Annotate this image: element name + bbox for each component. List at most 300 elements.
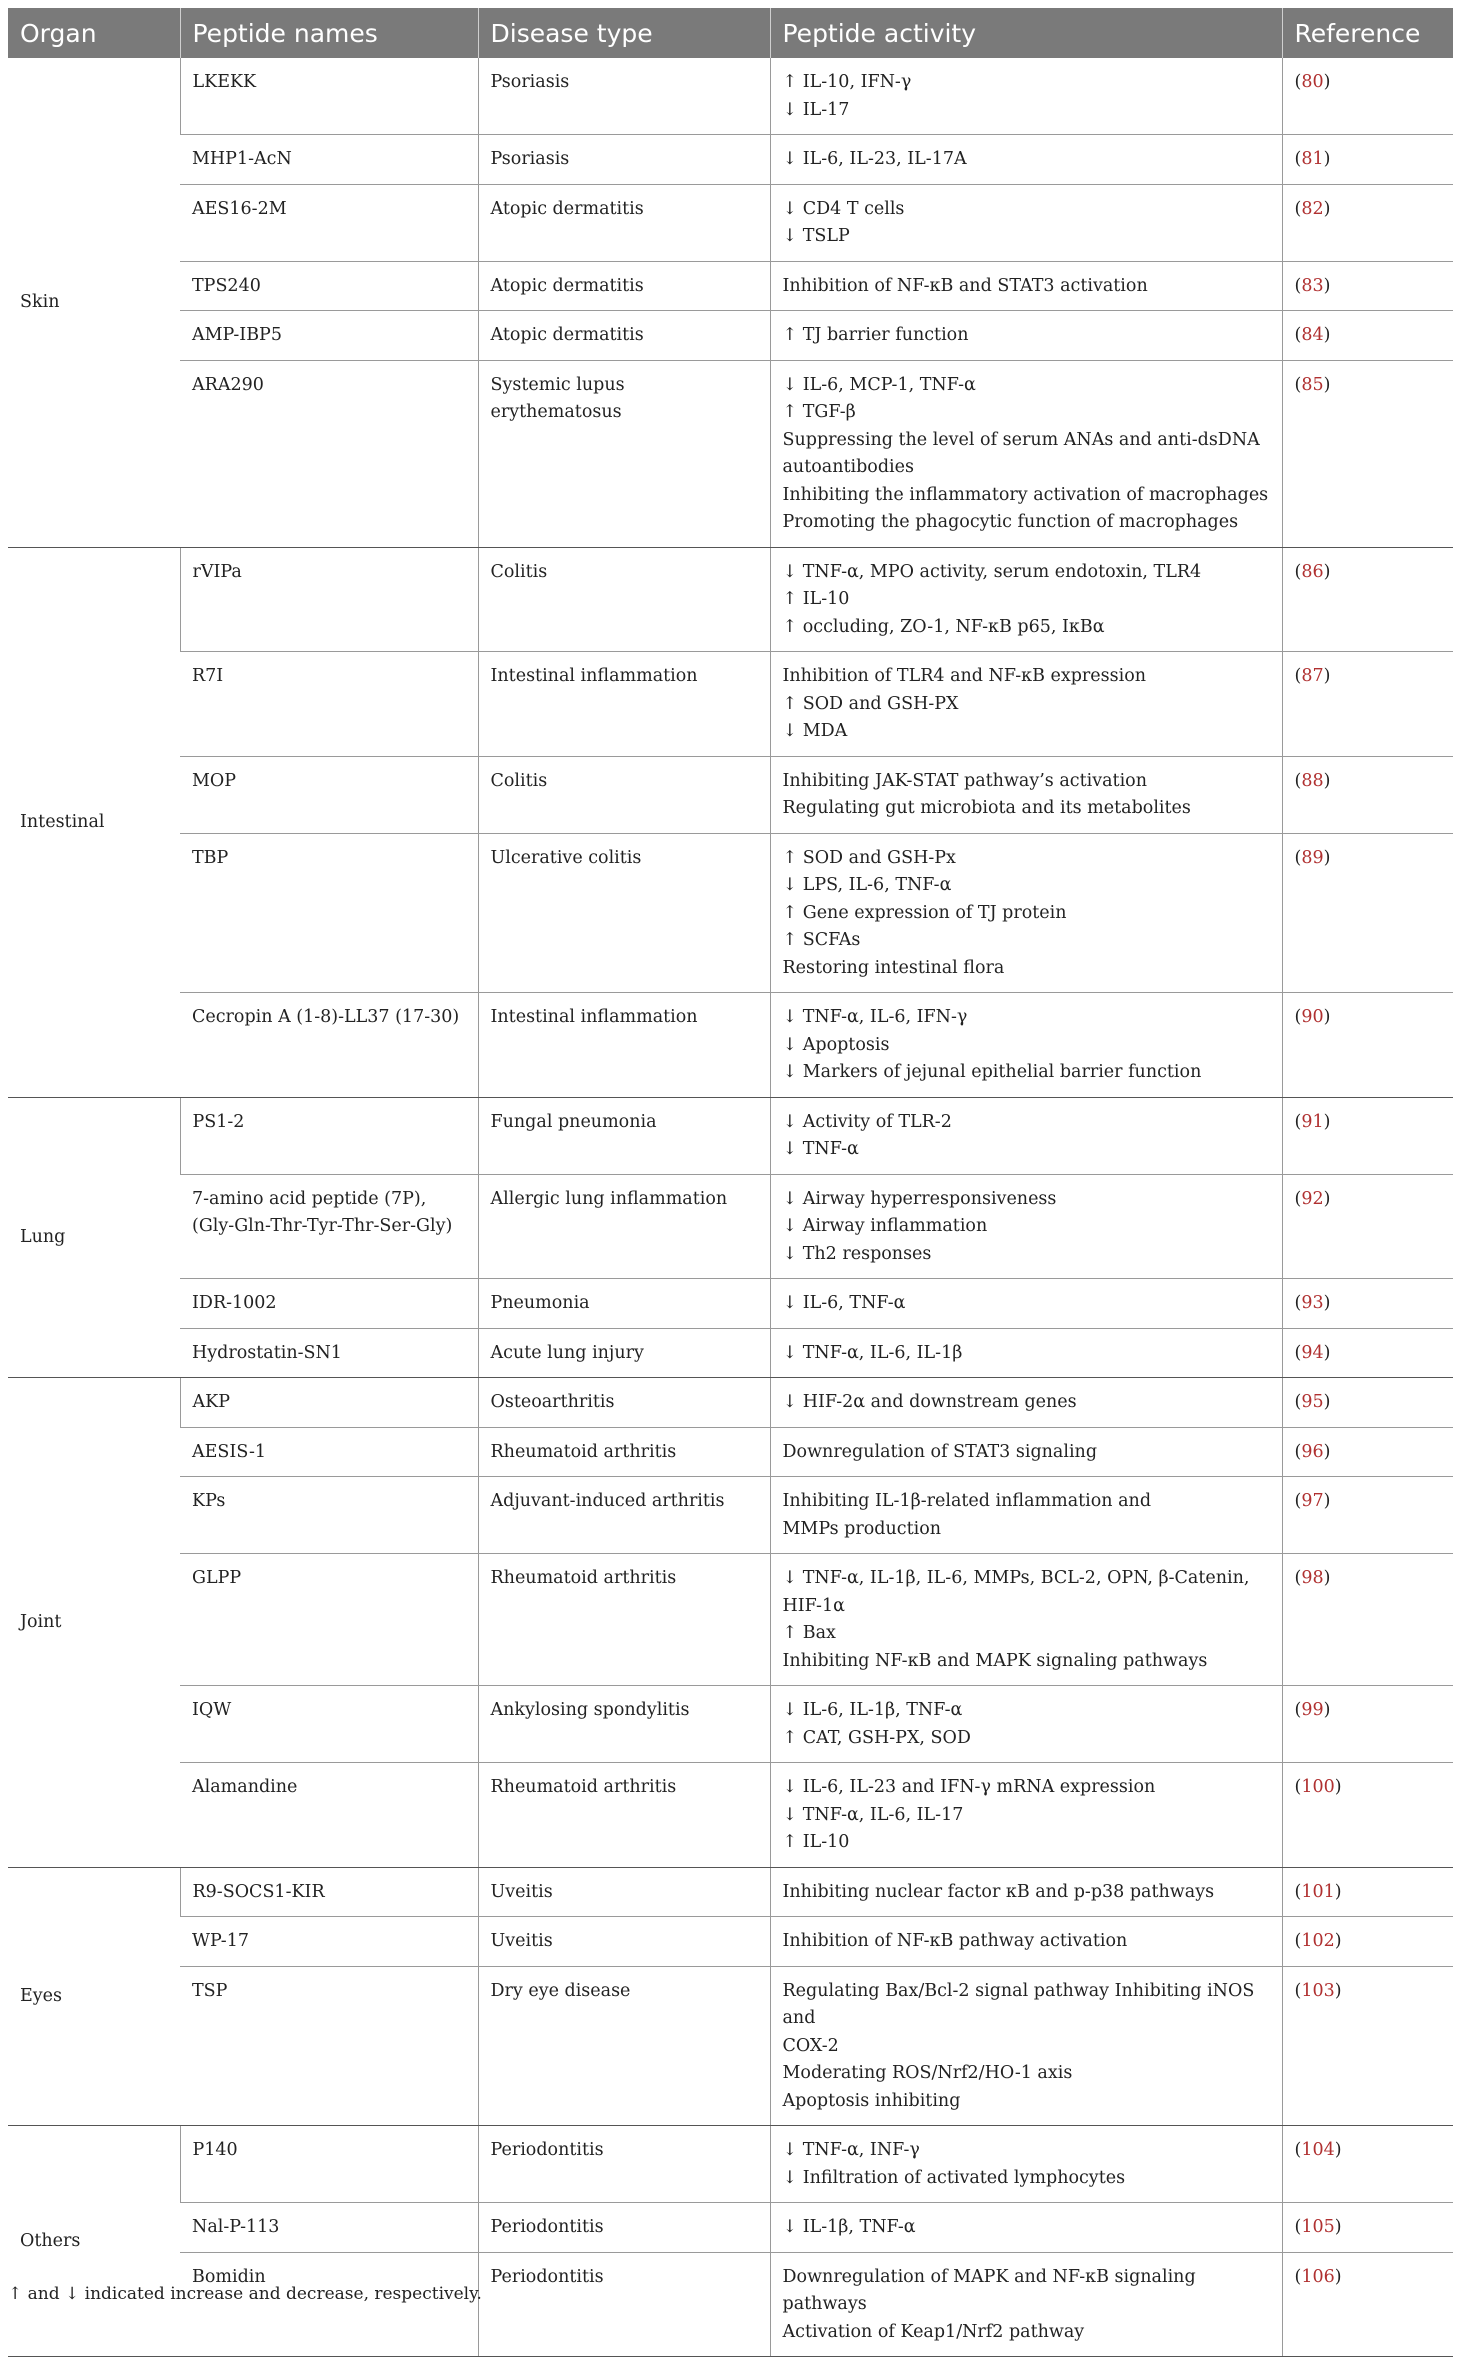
disease-type-cell: Allergic lung inflammation xyxy=(478,1174,770,1279)
peptide-name-cell xyxy=(180,993,478,1098)
peptide-name-cell xyxy=(180,135,478,185)
activity-line: ↓ IL-6, TNF-α xyxy=(782,1293,906,1313)
activity-line: ↑ IL-10 xyxy=(782,1832,850,1852)
peptide-name-line: TBP xyxy=(192,847,229,868)
peptide-activity-cell xyxy=(770,261,1282,311)
activity-line: Inhibiting NF-κB and MAPK signaling pathways xyxy=(782,1650,1208,1671)
reference-link[interactable]: 86 xyxy=(1301,561,1324,582)
activity-line: ↓ MDA xyxy=(782,721,848,741)
activity-line: ↓ CD4 T cells xyxy=(782,198,905,219)
peptide-name-line: MHP1-AcN xyxy=(192,149,292,169)
table-row xyxy=(8,1328,1453,1378)
disease-type-cell: Rheumatoid arthritis xyxy=(478,1427,770,1477)
peptide-name-line: R7I xyxy=(192,666,224,686)
paren-close: ) xyxy=(1334,1931,1342,1951)
paren-close: ) xyxy=(1334,1980,1342,2001)
activity-line: ↑ IL-10 xyxy=(782,589,850,609)
peptide-name-cell xyxy=(180,1427,478,1477)
peptide-name-line: GLPP xyxy=(192,1568,242,1588)
reference-link[interactable]: 105 xyxy=(1301,2217,1335,2237)
peptide-activity-cell xyxy=(770,547,1282,652)
peptide-name-cell xyxy=(180,184,478,261)
reference-link[interactable]: 104 xyxy=(1301,2140,1335,2160)
paren-close: ) xyxy=(1323,1441,1331,1462)
activity-line: ↓ IL-6, MCP-1, TNF-α xyxy=(782,374,976,395)
disease-type-cell: Ankylosing spondylitis xyxy=(478,1686,770,1763)
reference-cell xyxy=(1282,1917,1453,1967)
peptide-name-cell xyxy=(180,547,478,652)
reference-cell xyxy=(1282,184,1453,261)
paren-close: ) xyxy=(1323,847,1331,868)
peptide-activity-cell xyxy=(770,184,1282,261)
peptide-name-cell xyxy=(180,1279,478,1329)
disease-type-cell: Periodontitis xyxy=(478,2203,770,2253)
table-row xyxy=(8,261,1453,311)
peptide-activity-cell xyxy=(770,1686,1282,1763)
peptide-activity-cell xyxy=(770,756,1282,833)
paren-open: ( xyxy=(1294,1931,1302,1951)
disease-type-cell: Adjuvant-induced arthritis xyxy=(478,1477,770,1554)
reference-link[interactable]: 101 xyxy=(1301,1881,1335,1902)
activity-line: ↓ TNF-α, IL-6, IFN-γ xyxy=(782,1007,968,1027)
activity-line: Suppressing the level of serum ANAs and anti-dsDNA xyxy=(782,429,1260,450)
peptide-activity-cell xyxy=(770,1097,1282,1174)
paren-close: ) xyxy=(1334,2266,1342,2287)
table-row xyxy=(8,1763,1453,1868)
peptide-name-line: P140 xyxy=(192,2140,238,2160)
peptide-name-cell xyxy=(180,756,478,833)
reference-cell xyxy=(1282,547,1453,652)
peptide-name-line: KPs xyxy=(192,1491,226,1511)
table-row xyxy=(8,1097,1453,1174)
paren-open: ( xyxy=(1294,325,1302,345)
reference-cell xyxy=(1282,652,1453,757)
reference-cell xyxy=(1282,1554,1453,1686)
organ-cell: Joint xyxy=(8,1378,180,1868)
peptide-name-cell xyxy=(180,2203,478,2253)
peptide-name-cell xyxy=(180,1174,478,1279)
activity-line: ↑ SOD and GSH-Px xyxy=(782,847,956,868)
paren-open: ( xyxy=(1294,1441,1302,1462)
reference-link[interactable]: 97 xyxy=(1301,1491,1324,1511)
peptide-activity-cell xyxy=(770,1966,1282,2126)
table-row xyxy=(8,1966,1453,2126)
activity-line: Inhibiting nuclear factor κB and p-p38 pathways xyxy=(782,1881,1215,1902)
reference-cell xyxy=(1282,58,1453,135)
paren-close: ) xyxy=(1323,1007,1331,1027)
table-container xyxy=(8,8,1453,2357)
peptide-activity-cell xyxy=(770,2252,1282,2357)
paren-close: ) xyxy=(1323,1293,1331,1313)
reference-cell xyxy=(1282,1328,1453,1378)
reference-cell xyxy=(1282,1174,1453,1279)
activity-line: Apoptosis inhibiting xyxy=(782,2090,961,2111)
paren-close: ) xyxy=(1323,1700,1331,1720)
peptide-name-line: rVIPa xyxy=(192,561,242,582)
peptide-name-line: TSP xyxy=(192,1980,228,2001)
peptide-name-line: AESIS-1 xyxy=(192,1441,266,1462)
activity-line: ↑ Gene expression of TJ protein xyxy=(782,902,1067,923)
activity-line: COX-2 xyxy=(782,2035,839,2056)
reference-link[interactable]: 98 xyxy=(1301,1568,1324,1588)
reference-link[interactable]: 94 xyxy=(1301,1342,1324,1363)
reference-link[interactable]: 103 xyxy=(1301,1980,1335,2001)
peptide-name-cell xyxy=(180,2126,478,2203)
peptide-name-cell xyxy=(180,1477,478,1554)
activity-line: ↓ TNF-α, IL-1β, IL-6, MMPs, BCL-2, OPN, β-Catenin, xyxy=(782,1568,1250,1588)
peptide-name-cell xyxy=(180,1763,478,1868)
reference-cell xyxy=(1282,993,1453,1098)
table-row xyxy=(8,1174,1453,1279)
disease-type-cell: Atopic dermatitis xyxy=(478,311,770,361)
peptide-activity-cell xyxy=(770,1554,1282,1686)
activity-line: ↓ Markers of jejunal epithelial barrier function xyxy=(782,1062,1202,1082)
activity-line: ↓ IL-6, IL-23 and IFN-γ mRNA expression xyxy=(782,1777,1156,1797)
activity-line: Downregulation of MAPK and NF-κB signaling pathways xyxy=(782,2266,1196,2314)
organ-cell: Lung xyxy=(8,1097,180,1378)
peptide-activity-cell xyxy=(770,652,1282,757)
activity-line: Restoring intestinal flora xyxy=(782,957,1005,978)
paren-close: ) xyxy=(1323,1491,1331,1511)
peptide-name-line: TPS240 xyxy=(192,275,261,296)
disease-type-cell: Intestinal inflammation xyxy=(478,993,770,1098)
activity-line: Inhibition of TLR4 and NF-κB expression xyxy=(782,666,1147,686)
activity-line: ↓ HIF-2α and downstream genes xyxy=(782,1392,1077,1412)
paren-open: ( xyxy=(1294,2140,1302,2160)
reference-cell xyxy=(1282,1097,1453,1174)
reference-link[interactable]: 100 xyxy=(1301,1777,1335,1797)
paren-open: ( xyxy=(1294,1342,1302,1363)
reference-link[interactable]: 96 xyxy=(1301,1441,1324,1462)
activity-line: ↓ LPS, IL-6, TNF-α xyxy=(782,875,952,895)
activity-line: Promoting the phagocytic function of macrophages xyxy=(782,512,1239,532)
reference-cell xyxy=(1282,360,1453,547)
disease-type-cell: Colitis xyxy=(478,756,770,833)
table-row xyxy=(8,184,1453,261)
reference-link[interactable]: 82 xyxy=(1301,198,1324,219)
paren-close: ) xyxy=(1323,1392,1331,1412)
disease-type-cell: Atopic dermatitis xyxy=(478,184,770,261)
paren-open: ( xyxy=(1294,770,1302,791)
peptide-name-line: MOP xyxy=(192,770,237,791)
table-row xyxy=(8,1917,1453,1967)
peptide-activity-cell xyxy=(770,1427,1282,1477)
peptide-name-cell xyxy=(180,261,478,311)
header-peptide-names: Peptide names xyxy=(180,8,478,58)
activity-line: ↑ TJ barrier function xyxy=(782,325,969,345)
paren-open: ( xyxy=(1294,1007,1302,1027)
paren-open: ( xyxy=(1294,1881,1302,1902)
paren-open: ( xyxy=(1294,374,1302,395)
peptide-activity-cell xyxy=(770,360,1282,547)
activity-line: ↑ SCFAs xyxy=(782,930,861,950)
paren-close: ) xyxy=(1323,770,1331,791)
reference-link[interactable]: 88 xyxy=(1301,770,1324,791)
activity-line: ↓ IL-6, IL-23, IL-17A xyxy=(782,149,967,169)
disease-type-cell: Atopic dermatitis xyxy=(478,261,770,311)
peptide-activity-cell xyxy=(770,1328,1282,1378)
organ-cell: Others xyxy=(8,2126,180,2357)
activity-line: Activation of Keap1/Nrf2 pathway xyxy=(782,2321,1085,2342)
table-row xyxy=(8,360,1453,547)
paren-close: ) xyxy=(1323,1342,1331,1363)
reference-cell xyxy=(1282,135,1453,185)
peptide-activity-cell xyxy=(770,311,1282,361)
peptide-name-line: AMP-IBP5 xyxy=(192,325,282,345)
activity-line: Moderating ROS/Nrf2/HO-1 axis xyxy=(782,2063,1073,2083)
reference-link[interactable]: 83 xyxy=(1301,275,1324,296)
activity-line: ↓ Airway hyperresponsiveness xyxy=(782,1188,1057,1209)
disease-type-cell: Osteoarthritis xyxy=(478,1378,770,1428)
peptide-activity-cell xyxy=(770,833,1282,993)
reference-cell xyxy=(1282,1966,1453,2126)
activity-line: Inhibiting JAK-STAT pathway’s activation xyxy=(782,770,1147,791)
disease-type-cell: Psoriasis xyxy=(478,58,770,135)
header-reference: Reference xyxy=(1282,8,1453,58)
paren-open: ( xyxy=(1294,1293,1302,1313)
peptide-name-cell xyxy=(180,1867,478,1917)
paren-open: ( xyxy=(1294,2217,1302,2237)
disease-type-cell: Ulcerative colitis xyxy=(478,833,770,993)
peptide-name-line: WP-17 xyxy=(192,1931,249,1951)
paren-close: ) xyxy=(1323,198,1331,219)
table-row xyxy=(8,547,1453,652)
activity-line: ↑ TGF-β xyxy=(782,402,856,422)
reference-link[interactable]: 80 xyxy=(1301,72,1324,92)
peptide-name-line: AES16-2M xyxy=(192,198,287,219)
paren-close: ) xyxy=(1323,374,1331,395)
peptide-name-cell xyxy=(180,1686,478,1763)
paren-open: ( xyxy=(1294,198,1302,219)
organ-cell: Skin xyxy=(8,58,180,547)
disease-type-cell: Systemic lupus erythematosus xyxy=(478,360,770,547)
paren-open: ( xyxy=(1294,72,1302,92)
table-row xyxy=(8,652,1453,757)
reference-cell xyxy=(1282,1427,1453,1477)
activity-line: ↓ Activity of TLR-2 xyxy=(782,1111,952,1132)
peptide-name-line: IDR-1002 xyxy=(192,1293,277,1313)
peptide-name-cell xyxy=(180,1554,478,1686)
disease-type-cell: Periodontitis xyxy=(478,2126,770,2203)
reference-cell xyxy=(1282,311,1453,361)
paren-open: ( xyxy=(1294,1777,1302,1797)
peptide-name-cell xyxy=(180,1966,478,2126)
paren-open: ( xyxy=(1294,847,1302,868)
paren-open: ( xyxy=(1294,149,1302,169)
reference-cell xyxy=(1282,1279,1453,1329)
activity-line: ↑ IL-10, IFN-γ xyxy=(782,72,912,92)
table-row xyxy=(8,993,1453,1098)
activity-line: ↓ TNF-α, IL-6, IL-1β xyxy=(782,1342,963,1363)
paren-close: ) xyxy=(1334,2140,1342,2160)
disease-type-cell: Acute lung injury xyxy=(478,1328,770,1378)
reference-cell xyxy=(1282,833,1453,993)
header-row xyxy=(8,8,1453,58)
header-organ: Organ xyxy=(8,8,180,58)
peptide-name-line: Cecropin A (1-8)-LL37 (17-30) xyxy=(192,1007,460,1027)
peptide-name-line: PS1-2 xyxy=(192,1111,245,1132)
peptide-activity-cell xyxy=(770,2126,1282,2203)
reference-link[interactable]: 102 xyxy=(1301,1931,1335,1951)
disease-type-cell: Uveitis xyxy=(478,1867,770,1917)
activity-line: ↓ TNF-α, MPO activity, serum endotoxin, TLR4 xyxy=(782,561,1202,582)
activity-line: ↓ IL-1β, TNF-α xyxy=(782,2217,916,2237)
reference-link[interactable]: 95 xyxy=(1301,1392,1324,1412)
paren-open: ( xyxy=(1294,1568,1302,1588)
activity-line: ↓ TNF-α, IL-6, IL-17 xyxy=(782,1804,964,1825)
paren-open: ( xyxy=(1294,666,1302,686)
disease-type-cell: Rheumatoid arthritis xyxy=(478,1554,770,1686)
reference-cell xyxy=(1282,2252,1453,2357)
peptide-name-line: Nal-P-113 xyxy=(192,2217,280,2237)
paren-open: ( xyxy=(1294,561,1302,582)
activity-line: ↓ Apoptosis xyxy=(782,1034,890,1055)
reference-cell xyxy=(1282,261,1453,311)
activity-line: ↑ SOD and GSH-PX xyxy=(782,693,959,714)
paren-close: ) xyxy=(1323,72,1331,92)
paren-open: ( xyxy=(1294,1980,1302,2001)
peptide-name-line: 7-amino acid peptide (7P), xyxy=(192,1188,427,1209)
disease-type-cell: Dry eye disease xyxy=(478,1966,770,2126)
reference-cell xyxy=(1282,1763,1453,1868)
paren-open: ( xyxy=(1294,1491,1302,1511)
table-row xyxy=(8,2252,1453,2357)
table-row xyxy=(8,1279,1453,1329)
table-row xyxy=(8,1686,1453,1763)
paren-close: ) xyxy=(1334,2217,1342,2237)
activity-line: Regulating Bax/Bcl-2 signal pathway Inhibiting iNOS and xyxy=(782,1980,1255,2028)
peptide-activity-cell xyxy=(770,1477,1282,1554)
header-disease-type: Disease type xyxy=(478,8,770,58)
peptide-name-line: Hydrostatin-SN1 xyxy=(192,1342,342,1363)
peptide-name-cell xyxy=(180,311,478,361)
peptide-name-cell xyxy=(180,1378,478,1428)
reference-link[interactable]: 85 xyxy=(1301,374,1324,395)
disease-type-cell: Intestinal inflammation xyxy=(478,652,770,757)
reference-cell xyxy=(1282,1686,1453,1763)
activity-line: autoantibodies xyxy=(782,457,914,477)
peptide-activity-cell xyxy=(770,1867,1282,1917)
peptide-activity-cell xyxy=(770,135,1282,185)
table-footnote: ↑ and ↓ indicated increase and decrease, respectively. xyxy=(8,2284,482,2304)
reference-cell xyxy=(1282,1378,1453,1428)
peptide-activity-cell xyxy=(770,2203,1282,2253)
reference-link[interactable]: 84 xyxy=(1301,325,1324,345)
reference-link[interactable]: 92 xyxy=(1301,1188,1324,1209)
table-row xyxy=(8,311,1453,361)
peptide-name-cell xyxy=(180,2252,478,2357)
reference-cell xyxy=(1282,2203,1453,2253)
header-peptide-activity: Peptide activity xyxy=(770,8,1282,58)
table-row xyxy=(8,2126,1453,2203)
activity-line: ↑ CAT, GSH-PX, SOD xyxy=(782,1727,971,1748)
reference-link[interactable]: 87 xyxy=(1301,666,1324,686)
peptide-name-line: LKEKK xyxy=(192,72,257,92)
peptide-name-cell xyxy=(180,360,478,547)
paren-close: ) xyxy=(1323,1568,1331,1588)
reference-link[interactable]: 106 xyxy=(1301,2266,1335,2287)
table-row xyxy=(8,756,1453,833)
activity-line: Regulating gut microbiota and its metabolites xyxy=(782,798,1191,818)
peptide-activity-cell xyxy=(770,1378,1282,1428)
paren-close: ) xyxy=(1334,1881,1342,1902)
activity-line: ↓ TSLP xyxy=(782,226,850,246)
activity-line: HIF-1α xyxy=(782,1595,845,1616)
table-row xyxy=(8,1867,1453,1917)
reference-link[interactable]: 89 xyxy=(1301,847,1324,868)
paren-open: ( xyxy=(1294,2266,1302,2287)
table-row xyxy=(8,1554,1453,1686)
paren-close: ) xyxy=(1323,666,1331,686)
table-row xyxy=(8,833,1453,993)
paren-close: ) xyxy=(1323,1111,1331,1132)
table-row xyxy=(8,2203,1453,2253)
reference-cell xyxy=(1282,1867,1453,1917)
reference-link[interactable]: 90 xyxy=(1301,1007,1324,1027)
table-row xyxy=(8,1427,1453,1477)
reference-cell xyxy=(1282,756,1453,833)
paren-close: ) xyxy=(1323,149,1331,169)
peptide-name-line: Bomidin xyxy=(192,2266,266,2287)
activity-line: ↑ occluding, ZO-1, NF-κB p65, IκBα xyxy=(782,616,1105,637)
activity-line: ↓ TNF-α, INF-γ xyxy=(782,2140,920,2160)
peptide-activity-cell xyxy=(770,1917,1282,1967)
activity-line: ↓ Infiltration of activated lymphocytes xyxy=(782,2167,1126,2188)
peptide-name-cell xyxy=(180,1097,478,1174)
reference-link[interactable]: 99 xyxy=(1301,1700,1324,1720)
table-row xyxy=(8,58,1453,135)
table-row xyxy=(8,1477,1453,1554)
paren-close: ) xyxy=(1323,275,1331,296)
paren-open: ( xyxy=(1294,1111,1302,1132)
peptide-name-line: AKP xyxy=(192,1392,230,1412)
disease-type-cell: Colitis xyxy=(478,547,770,652)
peptide-activity-cell xyxy=(770,1174,1282,1279)
activity-line: ↓ Airway inflammation xyxy=(782,1216,988,1236)
activity-line: Downregulation of STAT3 signaling xyxy=(782,1441,1098,1462)
peptide-activity-cell xyxy=(770,993,1282,1098)
peptide-activity-cell xyxy=(770,1279,1282,1329)
peptide-name-cell xyxy=(180,58,478,135)
disease-type-cell: Uveitis xyxy=(478,1917,770,1967)
paren-close: ) xyxy=(1323,1188,1331,1209)
paren-close: ) xyxy=(1323,561,1331,582)
disease-type-cell: Psoriasis xyxy=(478,135,770,185)
activity-line: Inhibiting the inflammatory activation of macrophages xyxy=(782,484,1269,505)
table-row xyxy=(8,135,1453,185)
disease-type-cell: Periodontitis xyxy=(478,2252,770,2357)
activity-line: Inhibiting IL-1β-related inflammation and xyxy=(782,1491,1152,1511)
activity-line: Inhibition of NF-κB pathway activation xyxy=(782,1931,1128,1951)
peptide-name-line: ARA290 xyxy=(192,374,264,395)
paren-open: ( xyxy=(1294,275,1302,296)
reference-link[interactable]: 93 xyxy=(1301,1293,1324,1313)
activity-line: MMPs production xyxy=(782,1518,941,1539)
organ-cell: Eyes xyxy=(8,1867,180,2126)
disease-type-cell: Rheumatoid arthritis xyxy=(478,1763,770,1868)
activity-line: ↑ Bax xyxy=(782,1623,836,1643)
peptide-name-cell xyxy=(180,652,478,757)
reference-link[interactable]: 91 xyxy=(1301,1111,1324,1132)
peptide-name-cell xyxy=(180,1328,478,1378)
peptide-name-cell xyxy=(180,1917,478,1967)
peptide-name-line: R9-SOCS1-KIR xyxy=(192,1881,325,1902)
paren-close: ) xyxy=(1334,1777,1342,1797)
activity-line: ↓ IL-6, IL-1β, TNF-α xyxy=(782,1700,963,1720)
reference-link[interactable]: 81 xyxy=(1301,149,1324,169)
peptide-name-line: Alamandine xyxy=(192,1777,298,1797)
peptide-table xyxy=(8,8,1453,2357)
